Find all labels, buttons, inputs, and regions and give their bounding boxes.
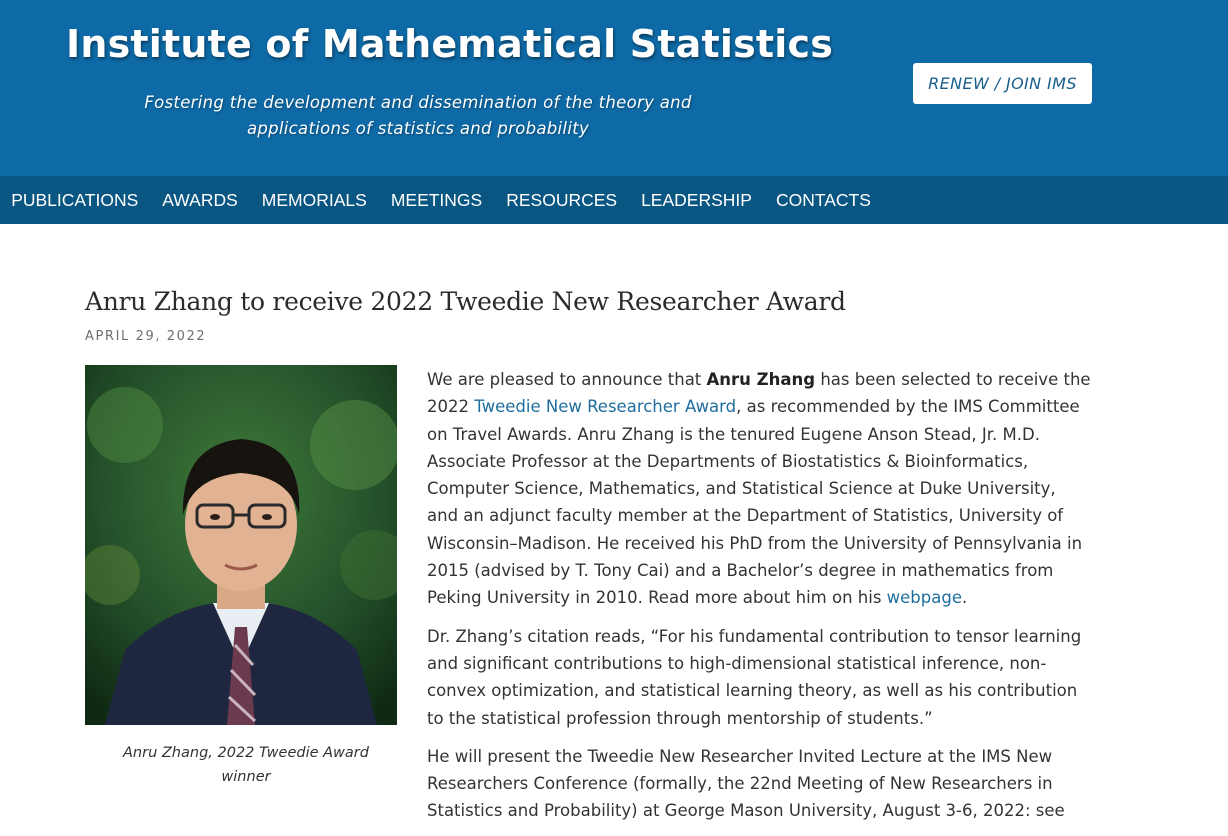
article-body — [427, 366, 1127, 836]
tagline-line-1: Fostering the development and dissemination of the theory and — [144, 93, 692, 112]
nav-item-meetings[interactable]: MEETINGS — [390, 189, 483, 210]
renew-join-button[interactable]: RENEW / JOIN IMS — [913, 63, 1092, 104]
nav-item-contacts[interactable]: CONTACTS — [775, 189, 871, 210]
nav-item-memorials[interactable]: MEMORIALS — [261, 189, 367, 210]
article-title: Anru Zhang to receive 2022 Tweedie New Researcher Award — [85, 287, 846, 316]
article-date: APRIL 29, 2022 — [85, 329, 207, 344]
winner-name: Anru Zhang — [706, 370, 816, 389]
portrait-illustration — [85, 365, 397, 725]
webpage-link[interactable]: webpage — [886, 588, 962, 608]
paragraph-lecture: He will present the Tweedie New Researcher Invited Lecture at the IMS New Researchers Conference (formally, the 22nd Meeting of New Researchers in Statistics and Probability) at George Mason University, August 3-6, 2022: see — [427, 746, 1065, 821]
site-tagline — [100, 90, 736, 142]
nav-items — [0, 176, 871, 224]
tweedie-award-link[interactable]: Tweedie New Researcher Award — [474, 397, 737, 417]
nav-item-awards[interactable]: AWARDS — [162, 189, 238, 210]
paragraph-citation: Dr. Zhang’s citation reads, “For his fundamental contribution to tensor learning and significant contributions to high-dimensional statistical inference, non- convex optimization, and statistical learning theory, as well as his contribution to the statistical profession through mentorship of students.” — [427, 626, 1082, 728]
paragraph-announcement: We are pleased to announce that Anru Zhang has been selected to receive the 2022 Tweedie New Researcher Award, as recommended by the IMS Committee on Travel Awards. Anru Zhang is the tenured Eugene Anson Stead, Jr. M.D. Associate Professor at the Departments of Biostatistics & Bioinformatics, Computer Science, Mathematics, and Statistical Science at Duke University, and an adjunct faculty member at the Department of Statistics, University of Wisconsin–Madison. He received his PhD from the University of Pennsylvania in 2015 (advised by T. Tony Cai) and a Bachelor’s degree in mathematics from Peking University in 2010. Read more about him on his webpage. — [427, 370, 1091, 608]
nav-item-publications[interactable]: PUBLICATIONS — [11, 189, 139, 210]
nav-item-leadership[interactable]: LEADERSHIP — [641, 189, 752, 210]
main-nav — [0, 176, 1228, 224]
site-header — [0, 0, 1228, 176]
portrait-photo — [85, 365, 397, 725]
nav-item-resources[interactable]: RESOURCES — [506, 189, 618, 210]
photo-caption: Anru Zhang, 2022 Tweedie Award winner — [123, 745, 369, 785]
site-title[interactable]: Institute of Mathematical Statistics — [66, 22, 834, 66]
tagline-line-2: applications of statistics and probability — [246, 119, 590, 138]
